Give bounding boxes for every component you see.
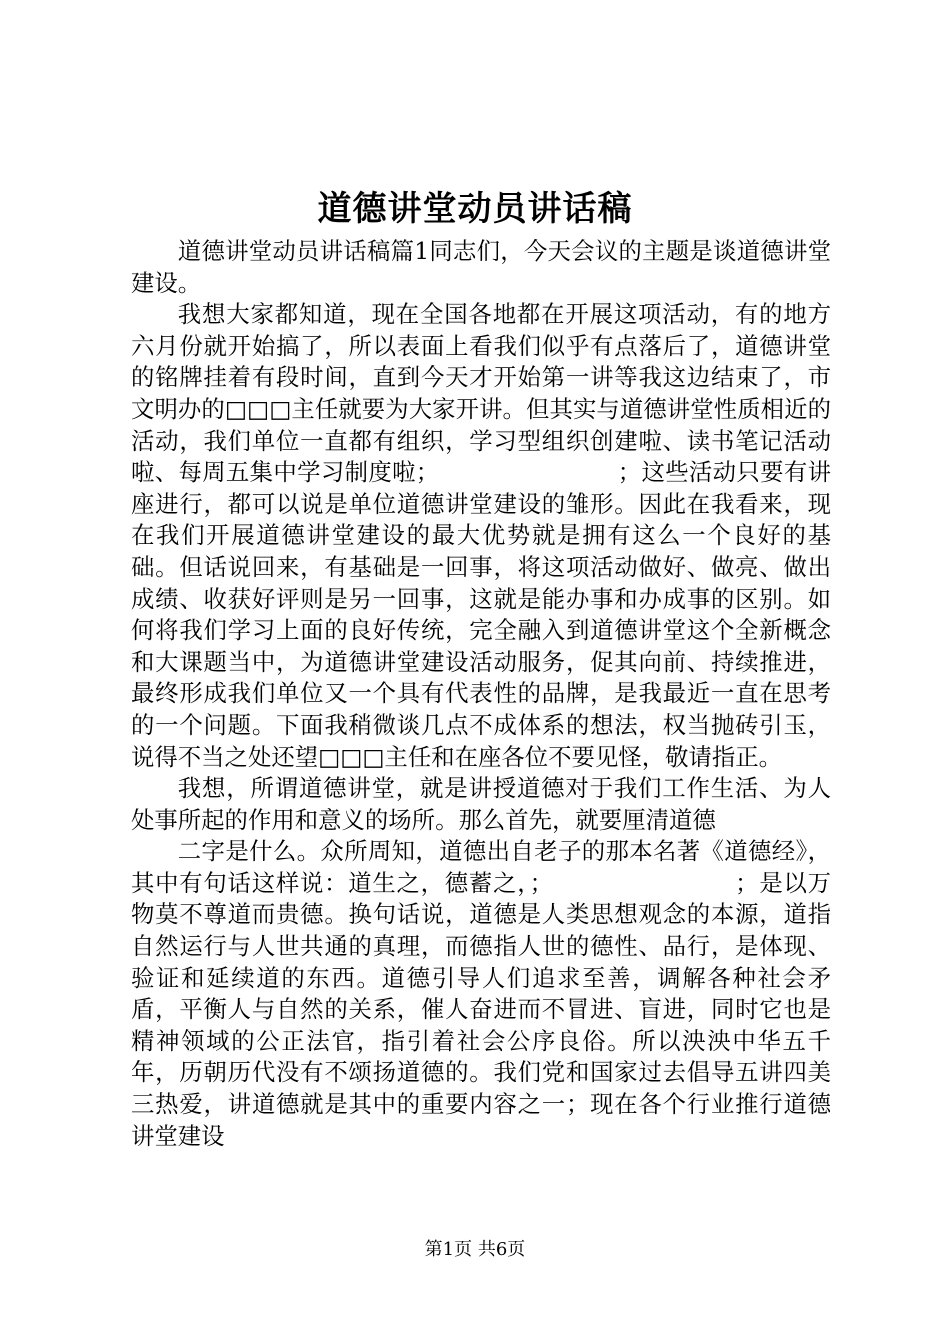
document-title: 道德讲堂动员讲话稿 — [317, 189, 633, 229]
paragraph: 道德讲堂动员讲话稿篇1同志们，今天会议的主题是谈道德讲堂建设。 — [131, 237, 831, 297]
page-footer: 第1页 共6页 — [424, 1239, 526, 1260]
paragraph: 二字是什么。众所周知，道德出自老子的那本名著《道德经》，其中有句话这样说：道生之，德蓄之，； ；是以万物莫不尊道而贵德。换句话说，道德是人类思想观念的本源，道指自然运行与人世共通的真理，而德指人世的德性、品行，是体现、验证和延续道的东西。道德引导人们追求至善，调解各种社会矛盾，平衡人与自然的关系，催人奋进而不冒进、盲进，同时它也是精神领域的公正法官，指引着社会公序良俗。所以泱泱中华五千年，历朝历代没有不颂扬道德的。我们党和国家过去倡导五讲四美三热爱，讲道德就是其中的重要内容之一；现在各个行业推行道德讲堂建设 — [131, 837, 831, 1150]
paragraph: 我想大家都知道，现在全国各地都在开展这项活动，有的地方六月份就开始搞了，所以表面上看我们似乎有点落后了，道德讲堂的铭牌挂着有段时间，直到今天才开始第一讲等我这边结束了，市文明办的□□□主任就要为大家开讲。但其实与道德讲堂性质相近的活动，我们单位一直都有组织，学习型组织创建啦、读书笔记活动啦、每周五集中学习制度啦； ；这些活动只要有讲座进行，都可以说是单位道德讲堂建设的雏形。因此在我看来，现在我们开展道德讲堂建设的最大优势就是拥有这么一个良好的基础。但话说回来，有基础是一回事，将这项活动做好、做亮、做出成绩、收获好评则是另一回事，这就是能办事和办成事的区别。如何将我们学习上面的良好传统，完全融入到道德讲堂这个全新概念和大课题当中，为道德讲堂建设活动服务，促其向前、持续推进，最终形成我们单位又一个具有代表性的品牌，是我最近一直在思考的一个问题。下面我稍微谈几点不成体系的想法，权当抛砖引玉，说得不当之处还望□□□主任和在座各位不要见怪，敬请指正。 — [131, 300, 831, 771]
document-body — [131, 236, 831, 1152]
paragraph: 我想，所谓道德讲堂，就是讲授道德对于我们工作生活、为人处事所起的作用和意义的场所。那么首先，就要厘清道德 — [131, 774, 831, 834]
